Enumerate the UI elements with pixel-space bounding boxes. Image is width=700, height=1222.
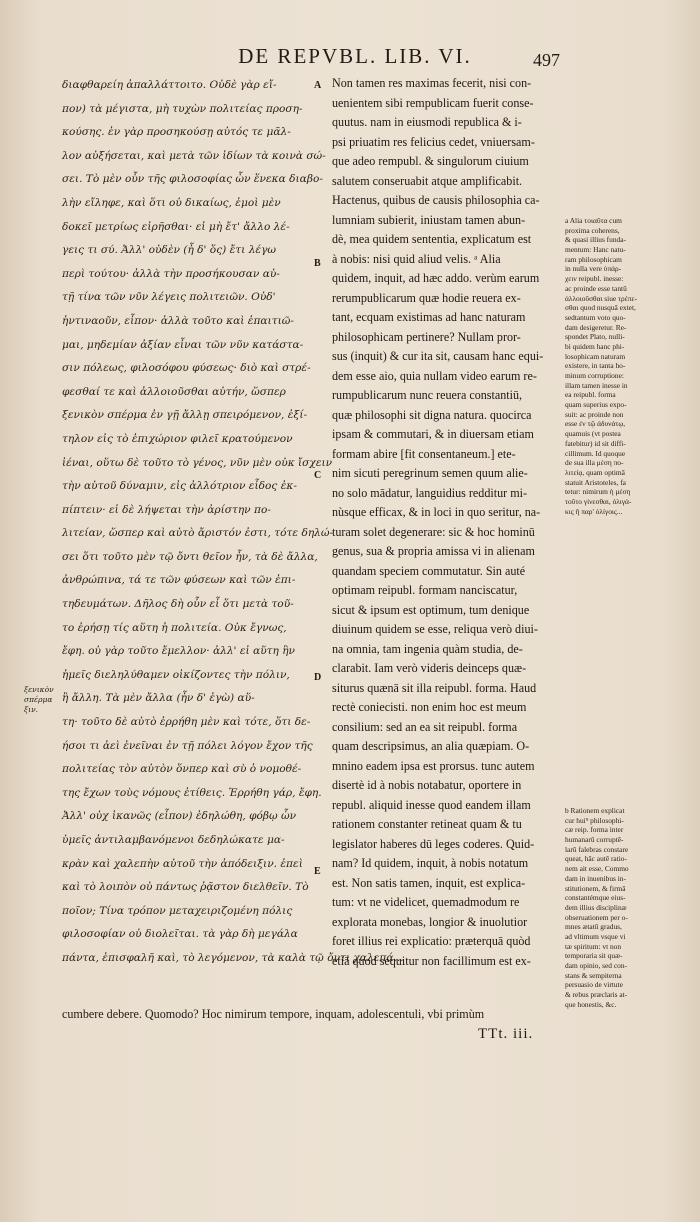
latin-line: Non tamen res maximas fecerit, nisi con-: [332, 76, 532, 90]
section-letter-a: A: [314, 80, 322, 91]
greek-line: πολιτείας τὸν αὐτὸν ὅνπερ καὶ σὺ ὁ νομοθέ-: [62, 763, 302, 776]
greek-line: φεσθαί τε καὶ ἀλλοιοῦσθαι αὐτήν, ὥσπερ: [62, 385, 286, 398]
greek-line: σει ὅτι τοῦτο μὲν τῷ ὄντι θεῖον ἦν, τὰ δὲ ἄλλα,: [62, 550, 318, 563]
latin-line: formam abire [fit consentaneum.] ete-: [332, 446, 516, 461]
latin-line: est. Non satis tamen, inquit, est explica-: [332, 875, 526, 890]
greek-line: της ἔχων τοὺς νόμους ἐτίθεις. Ἐρρήθη γάρ, ἔφη.: [62, 786, 322, 799]
latin-line: salutem conseruabit atque amplificabit.: [332, 173, 523, 188]
latin-line: nam? Id quidem, inquit, à nobis notatum: [332, 856, 529, 870]
greek-line: ἔφη. οὐ γὰρ τοῦτο ἔμελλον· ἀλλ' εἰ αὕτη ἣν: [62, 645, 295, 658]
latin-line: rationem constanter retineat quam & tu: [332, 817, 522, 831]
latin-line: rerumpublicarum quæ hodie reuera ex-: [332, 290, 521, 305]
latin-line: philosophicam pertinere? Nullam pror-: [332, 329, 521, 344]
latin-line: consilium: sed an ea sit reipubl. forma: [332, 719, 518, 734]
greek-line: πίπτειν· εἰ δὲ λήψεται τὴν ἀρίστην πο-: [62, 503, 271, 516]
latin-line: dè, mea quidem sententia, explicatum est: [332, 232, 532, 246]
greek-line: κούσης. ἐν γὰρ προσηκούσῃ αὐτός τε μᾶλ-: [62, 126, 291, 139]
greek-line: τηδευμάτων. Δῆλος δὴ οὖν εἶ ὅτι μετὰ τοῦ-: [62, 598, 294, 611]
latin-line: disertè id à nobis notabatur, oportere in: [332, 778, 522, 792]
latin-line: quandam speciem commutatur. Sin auté: [332, 563, 526, 578]
greek-text-column: [62, 74, 404, 971]
signature-mark: TTt. iii.: [478, 1026, 534, 1042]
latin-line: optimam reipubl. formam nanciscatur,: [332, 583, 518, 597]
latin-line: dem esse aio, quia nullam video earum re-: [332, 368, 537, 383]
running-header: DE REPVBL. LIB. VI.: [238, 44, 472, 68]
latin-line: mnino eadem ipsa est prorsus. tunc autem: [332, 758, 535, 773]
greek-line: ἡμεῖς διεληλύθαμεν οἰκίζοντες τὴν πόλιν,: [62, 668, 290, 681]
greek-line: λον αὐξήσεται, καὶ μετὰ τῶν ἰδίων τὰ κοινὰ σώ-: [62, 149, 326, 162]
side-note-a: a Alia τοιαῦτα cum proxima coherens, & quasi illius funda- mentum: Hanc natu- ram philosophicam in nulla vere ὑπάρ- χειν reipubl. inesse: ac proinde esse tantū ἀλλοιοῦσθαι siue τρέπε- σθαι quod nusquā extet, sedtantum voto quo- dam desigeretur. Re- spondet Plato, nulli- bi quidem hanc phi- losophicam naturam existere, in tanta ho- minum corruptione: illam tamen inesse in ea reipubl. forma quam superius expo- suit: ac proinde non esse ἐν τῷ ἀδυνάτῳ, quamuis (vt postea fatebitur) id sit diffi- cillimum. Id quoque de sua illa μέση πο- λιτείᾳ, quam optimā statuit Aristoteles, fa tetur: nimirum ἡ μέση τοῦτο γίνεσθαι, ὀλιγά- κις ἢ παρ' ὀλίγοις...: [565, 216, 638, 516]
latin-line: psi priuatim res felicius cedet, vniuersam-: [332, 134, 535, 149]
latin-line: no solo mādatur, languidius redditur mi-: [332, 485, 527, 500]
section-letter-b: B: [314, 258, 321, 269]
latin-line: na omnia, tam ingenia quàm studia, de-: [332, 641, 523, 656]
latin-line: republ. aliquid inesse quod eandem illam: [332, 797, 531, 812]
latin-line: rumpublicarum nunc reuera constantiū,: [332, 388, 523, 402]
greek-line: τὴν αὑτοῦ δύναμιν, εἰς ἀλλότριον εἶδος ἐκ-: [62, 480, 297, 493]
latin-text-column: [332, 74, 562, 971]
greek-line: πον) τὰ μέγιστα, μὴ τυχὼν πολιτείας προση-: [62, 102, 303, 115]
greek-line: τηλον εἰς τὸ ἐπιχώριον φιλεῖ κρατούμενον: [62, 432, 293, 445]
latin-line: sicut & ipsum est optimum, tum denique: [332, 602, 530, 617]
latin-line: quutus. nam in eiusmodi republica & i-: [332, 115, 522, 129]
latin-line: quæ philosophi sit digna natura. quocirca: [332, 407, 532, 422]
latin-line: foret illius rei explicatio: præterquā quòd: [332, 934, 531, 948]
greek-margin-note: ξενικὸν σπέρμα ξιν.: [24, 685, 54, 714]
latin-line: tant, ecquam existimas ad hanc naturam: [332, 310, 526, 324]
latin-line: nùsque efficax, & in loci in quo seritur, na-: [332, 505, 541, 519]
greek-line: Ἀλλ' οὐχ ἱκανῶς (εἶπον) ἐδηλώθη, φόβῳ ὧν: [62, 810, 297, 823]
greek-line: ήσοι τι ἀεὶ ἐνεῖναι ἐν τῇ πόλει λόγον ἔχον τῆς: [62, 739, 313, 752]
latin-line: clarabit. Iam verò videris deinceps quæ-: [332, 661, 527, 675]
latin-line: nim sicuti peregrinum semen quum alie-: [332, 466, 528, 480]
greek-line: ποῖον; Τίνα τρόπον μεταχειριζομένη πόλις: [62, 904, 293, 917]
latin-line: legislator haberes dū leges coderes. Quid-: [332, 836, 535, 851]
page-number: 497: [533, 50, 560, 70]
greek-line: περὶ τούτου· ἀλλὰ τὴν προσήκουσαν αὐ-: [62, 267, 280, 280]
section-letter-d: D: [314, 672, 322, 683]
latin-line: sus (inquit) & cur ita sit, causam hanc equi-: [332, 349, 544, 363]
latin-line: uenientem sibi rempublicam fuerit conse-: [332, 95, 534, 110]
section-letter-e: E: [314, 866, 321, 877]
latin-line: quam descripsimus, an alia quæpiam. O-: [332, 739, 530, 753]
greek-line: ξενικὸν σπέρμα ἐν γῇ ἄλλῃ σπειρόμενον, ἐξί-: [62, 409, 308, 422]
greek-line: ὑμεῖς ἀντιλαμβανόμενοι δεδηλώκατε μα-: [62, 834, 285, 846]
latin-line: Hactenus, quibus de causis philosophia ca-: [332, 193, 540, 207]
greek-line: καὶ τὸ λοιπὸν οὐ πάντως ῥᾷστον διελθεῖν. Τὸ: [62, 881, 309, 894]
greek-line: σιν πόλεως, φιλοσόφου φύσεως· διὸ καὶ στρέ-: [62, 362, 311, 375]
greek-line: πάντα, ἐπισφαλῆ καὶ, τὸ λεγόμενον, τὰ καλὰ τῷ ὄντι χαλεπά...: [62, 951, 404, 964]
greek-line: ἀνθρώπινα, τά τε τῶν φύσεων καὶ τῶν ἐπι-: [62, 574, 296, 587]
latin-line: siturus quænā sit illa reipubl. forma. Haud: [332, 680, 537, 695]
greek-line: τῇ τίνα τῶν νῦν λέγεις πολιτειῶν. Οὐδ': [62, 291, 276, 304]
latin-line: à nobis: nisi quid aliud velis. ᵃ Alia: [332, 251, 501, 266]
greek-line: φιλοσοφίαν οὐ διολεῖται. τὰ γὰρ δὴ μεγάλα: [62, 928, 298, 941]
greek-line: σει. Τὸ μὲν οὖν τῆς φιλοσοφίας ὧν ἕνεκα διαβο-: [62, 173, 323, 186]
greek-line: μαι, μηδεμίαν ἀξίαν εἶναι τῶν νῦν κατάστα-: [62, 338, 304, 351]
greek-line: ἰέναι, οὕτω δὲ τοῦτο τὸ γένος, νῦν μὲν οὐκ ἴσχειν: [62, 456, 333, 469]
latin-line: ipsam & commutari, & in diuersam etiam: [332, 427, 534, 441]
latin-line: explorata monebas, longior & inuolutior: [332, 914, 528, 929]
latin-line: etiā quod sequitur non facillimum est ex-: [332, 953, 531, 968]
greek-line: κρὰν καὶ χαλεπὴν αὐτοῦ τὴν ἀπόδειξιν. ἐπεὶ: [62, 857, 303, 870]
latin-line: genus, sua & propria amissa vi in alienam: [332, 544, 535, 558]
latin-line: quidem, inquit, ad hæc addo. verùm earum: [332, 271, 540, 285]
greek-line: το ἐρήσῃ τίς αὕτη ἡ πολιτεία. Οὐκ ἔγνως,: [62, 621, 287, 634]
greek-line: γεις τι σύ. Ἀλλ' οὐδὲν (ἦ δ' ὅς) ἔτι λέγω: [62, 244, 277, 257]
latin-line: diuinum quidem se esse, reliqua verò diui-: [332, 622, 538, 636]
latin-line: lumniam subierit, iniustam tamen abun-: [332, 212, 526, 227]
greek-line: λὴν εἴληφε, καὶ ὅτι οὐ δικαίως, ἐμοὶ μὲν: [62, 196, 281, 209]
section-letter-c: C: [314, 470, 322, 481]
greek-line: διαφθαρείη ἀπαλλάττοιτο. Οὐδὲ γὰρ εἴ-: [62, 79, 277, 91]
greek-line: τη· τοῦτο δὲ αὐτὸ ἐρρήθη μὲν καὶ τότε, ὅτι δε-: [62, 716, 311, 729]
greek-line: ἢ ἄλλη. Τὰ μὲν ἄλλα (ἦν δ' ἐγὼ) αὕ-: [62, 692, 255, 705]
latin-line: rectè coniecisti. non enim hoc est meum: [332, 700, 527, 714]
greek-line: λιτείαν, ὥσπερ καὶ αὐτὸ ἄριστόν ἐστι, τότε δηλώ-: [62, 527, 334, 540]
latin-line: turam solet degenerare: sic & hoc hominū: [332, 524, 535, 539]
bottom-line: cumbere debere. Quomodo? Hoc nimirum tempore, inquam, adolescentuli, vbi primùm: [62, 1007, 485, 1021]
latin-line: tum: vt ne videlicet, quemadmodum re: [332, 895, 520, 909]
side-note-b: b Rationem explicat cur hui⁹ philosophi- cæ reip. forma inter humanarū corruptē- larū falebras constare queat, hāc autē ratio- nem ait esse, Commo dam in inuenibus in- stitutionem, & firmā constantémque eius- dem illius disciplinæ obseruationem per o- mnes ætatū gradus, ad vltimum vsque vi tæ spiritum: vt non temporaria sit quæ- dam opinio, sed con- stans & sempiterna persuasio de virtute & rebus præclaris at- que honestis, &c.: [565, 806, 629, 1009]
latin-line: que adeo rempubl. & singulorum ciuium: [332, 154, 529, 168]
greek-line: ἡντιναοῦν, εἶπον· ἀλλὰ τοῦτο καὶ ἐπαιτιῶ-: [62, 314, 294, 327]
greek-line: δοκεῖ μετρίως εἰρῆσθαι· εἰ μὴ ἔτ' ἄλλο λέ-: [62, 220, 290, 233]
